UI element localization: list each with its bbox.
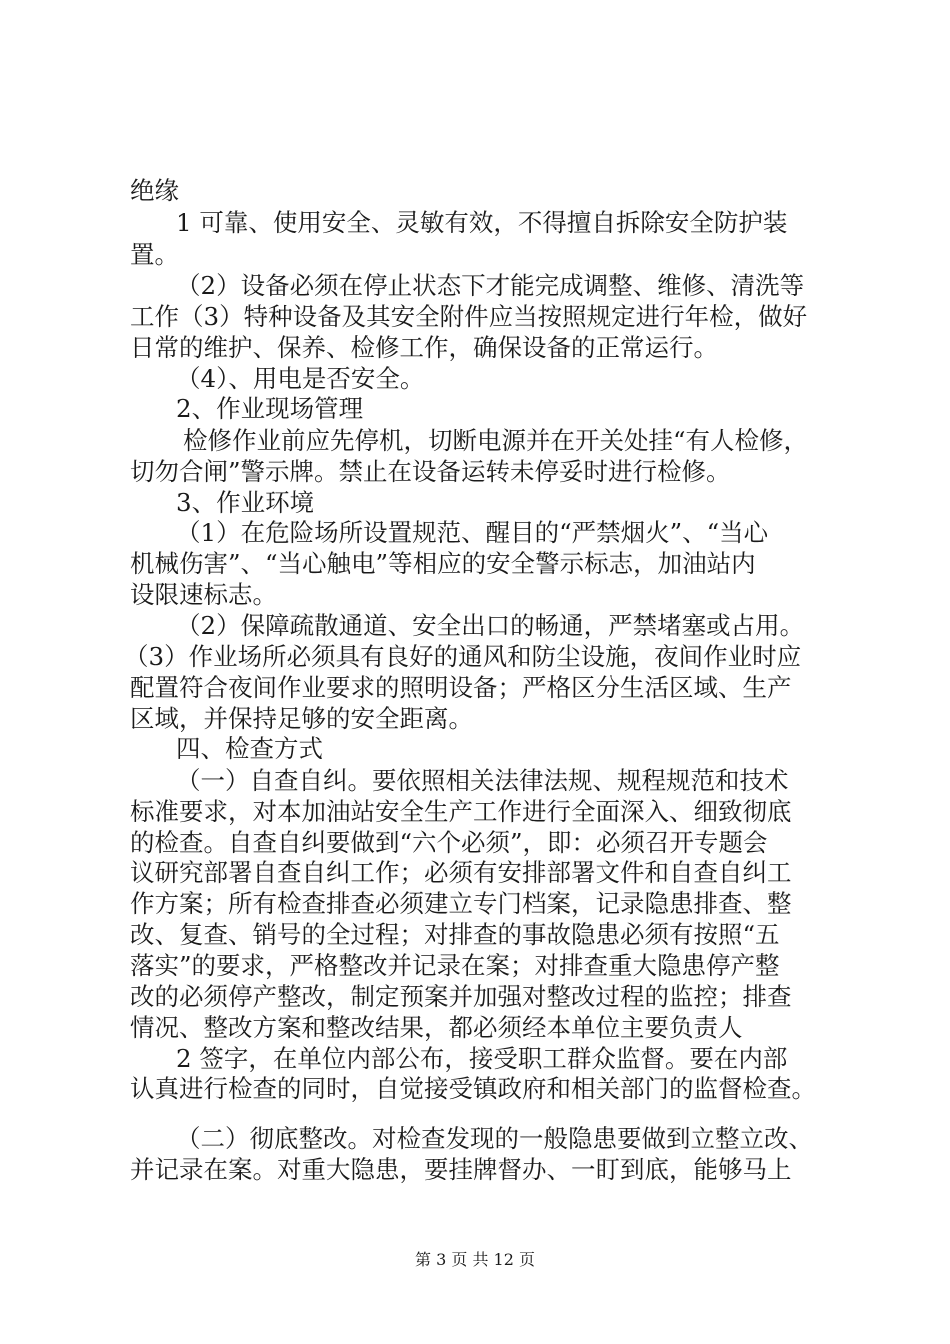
text-line: 置。	[130, 240, 179, 269]
text-line: 改、复查、销号的全过程；对排查的事故隐患必须有按照“五	[130, 920, 780, 949]
text-line: 切勿合闸”警示牌。禁止在设备运转未停妥时进行检修。	[130, 457, 731, 486]
text-line: 区域，并保持足够的安全距离。	[130, 704, 473, 733]
text-line: 检修作业前应先停机，切断电源并在开关处挂“有人检修，	[183, 426, 809, 455]
text-line: 议研究部署自查自纠工作；必须有安排部署文件和自查自纠工	[130, 858, 792, 887]
text-line: 机械伤害”、“当心触电”等相应的安全警示标志，加油站内	[130, 549, 756, 578]
text-line: （二）彻底整改。对检查发现的一般隐患要做到立整立改、	[176, 1124, 813, 1153]
text-line: 工作（3）特种设备及其安全附件应当按照规定进行年检，做好	[130, 302, 808, 331]
text-line: （2）保障疏散通道、安全出口的畅通，严禁堵塞或占用。	[176, 611, 805, 640]
text-line: 四、检查方式	[176, 734, 323, 763]
text-line: 标准要求，对本加油站安全生产工作进行全面深入、细致彻底	[130, 797, 792, 826]
text-line: 2 签字，在单位内部公布，接受职工群众监督。要在内部	[176, 1044, 788, 1073]
text-line: 绝缘	[130, 176, 179, 205]
text-line: 改的必须停产整改，制定预案并加强对整改过程的监控；排查	[130, 982, 792, 1011]
text-line: 2、作业现场管理	[176, 394, 364, 423]
text-line: （1）在危险场所设置规范、醒目的“严禁烟火”、“当心	[176, 518, 769, 547]
text-line: （一）自查自纠。要依照相关法律法规、规程规范和技术	[176, 766, 789, 795]
text-line: 情况、整改方案和整改结果，都必须经本单位主要负责人	[130, 1013, 743, 1042]
text-line: 认真进行检查的同时，自觉接受镇政府和相关部门的监督检查。	[130, 1074, 816, 1103]
text-line: 1 可靠、使用安全、灵敏有效，不得擅自拆除安全防护装	[176, 208, 788, 237]
text-line: 落实”的要求，严格整改并记录在案；对排查重大隐患停产整	[130, 951, 780, 980]
text-line: 的检查。自查自纠要做到“六个必须”，即：必须召开专题会	[130, 828, 768, 857]
text-line: （3）作业场所必须具有良好的通风和防尘设施，夜间作业时应	[124, 642, 802, 671]
text-line: 设限速标志。	[130, 580, 277, 609]
text-line: （2）设备必须在停止状态下才能完成调整、维修、清洗等	[176, 271, 805, 300]
text-line: 日常的维护、保养、检修工作，确保设备的正常运行。	[130, 333, 718, 362]
text-line: （4）、用电是否安全。	[176, 364, 425, 393]
text-line: 作方案；所有检查排查必须建立专门档案，记录隐患排查、整	[130, 889, 792, 918]
text-line: 并记录在案。对重大隐患，要挂牌督办、一盯到底，能够马上	[130, 1155, 792, 1184]
text-line: 3、作业环境	[176, 488, 315, 517]
text-line: 配置符合夜间作业要求的照明设备；严格区分生活区域、生产	[130, 673, 792, 702]
page-footer: 第 3 页 共 12 页	[415, 1250, 535, 1269]
